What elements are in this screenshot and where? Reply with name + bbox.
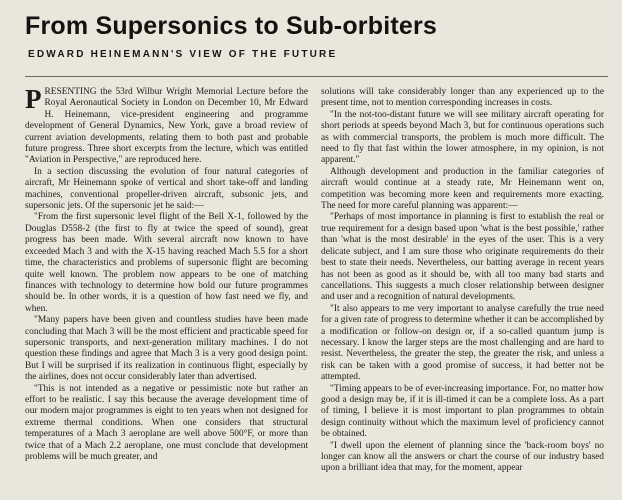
- article-headline: From Supersonics to Sub-orbiters: [25, 12, 438, 40]
- intro-paragraph: [25, 87, 308, 167]
- body-paragraph: "This is not intended as a negative or pessimistic note but rather an effort to be realistic. I say this because the average development time of our modern major programmes is eight to ten years when not designed for extreme thermal conditions. When one considers that structural temperatures of a Mach 3 aeroplane are well above 500°F, or more than twice that of a Mach 2.2 aeroplane, one must conclude that development problems will be much greater, and: [25, 383, 308, 462]
- body-paragraph: Although development and production in the familiar categories of aircraft would continue at a steady rate, Mr Heinemann went on, competition was becoming more keen and requirements more exacting. The need for more careful planning was apparent:—: [321, 166, 604, 212]
- body-paragraph: "Timing appears to be of ever-increasing importance. For, no matter how good a design may be, if it is ill-timed it can be a complete loss. As a part of timing, I believe it is most important to plan programmes to obtain design continuity without which the maximum level of proficiency cannot be obtained.: [321, 383, 604, 440]
- left-column: [25, 87, 308, 477]
- drop-cap: P: [25, 87, 42, 114]
- header-divider: [25, 76, 608, 77]
- body-paragraph: "From the first supersonic level flight of the Bell X-1, followed by the Douglas D558-2 (the first to fly at twice the speed of sound), great progress has been made. With several aircraft now known to have exceeded Mach 3 and with the X-15 having reached Mach 5.5 for a short time, the characteristics and problems of supersonic flight are becoming quite well known. The problem now appears to be one of matching finances with technology to determine how bold our future programmes should be. In other words, it is a question of how fast need we fly, and when.: [25, 212, 308, 314]
- right-column: [321, 87, 604, 477]
- body-paragraph: "Many papers have been given and countless studies have been made concluding that Mach 3 will be the most efficient and practicable speed for supersonic transports, and next-generation military machines. I do not question these findings and agree that Mach 3 is a very good design point. But I will be surprised if its realization in continuous flight, especially by the airlines, does not occur considerably later than advertised.: [25, 315, 308, 383]
- body-paragraph: "Perhaps of most importance in planning is first to establish the real or true requirement for a design based upon 'what is the best possible,' rather than 'what is the most desirable' in the eyes of the user. This is a very delicate subject, and I am sure those who originate requirements do their best to state their needs. Nevertheless, our batting average in recent years has not been as good as it should be, with all too many bad starts and cancellations. This suggests a much closer relationship between designer and user and a recognition of natural developments.: [321, 212, 604, 303]
- body-paragraph: In a section discussing the evolution of four natural categories of aircraft, Mr Heinemann spoke of vertical and short take-off and landing machines, conventional propeller-driven aircraft, subsonic jets, and supersonic jets. Of the supersonic jet he said:—: [25, 166, 308, 212]
- body-paragraph: "In the not-too-distant future we will see military aircraft operating for short periods at speeds beyond Mach 3, but for continuous operations such as with commercial transports, the problem is much more difficult. The need to fly that fast within the lower atmosphere, in my opinion, is not apparent.": [321, 109, 604, 166]
- body-paragraph: "It also appears to me very important to analyse carefully the true need for a given rate of progress to determine whether it can be accomplished by a modification or follow-on design or, if a so-called quantum jump is necessary. I know the larger steps are the most challenging and are hard to resist. Nevertheless, the greater the step, the greater the risk, and unless a risk can be taken with a good promise of success, it had better not be attempted.: [321, 303, 604, 383]
- article-body: [25, 87, 608, 477]
- body-paragraph: "I dwell upon the element of planning since the 'back-room boys' no longer can know all the answers or chart the course of our industry based upon a brilliant idea that may, for the moment, appear: [321, 440, 604, 474]
- article-subheadline: EDWARD HEINEMANN'S VIEW OF THE FUTURE: [28, 49, 338, 60]
- intro-text: RESENTING the 53rd Wilbur Wright Memorial Lecture before the Royal Aeronautical Society in London on December 10, Mr Edward H. Heinemann, vice-president engineering and programme development of General Dynamics, New York, gave a broad review of current aviation developments, relating them to both past and probable future progress. Three short excerpts from the lecture, which was entitled "Aviation in Perspective," are reproduced here.: [25, 87, 308, 166]
- body-paragraph: solutions will take considerably longer than any experienced up to the present time, not to mention corresponding increases in costs.: [321, 87, 604, 109]
